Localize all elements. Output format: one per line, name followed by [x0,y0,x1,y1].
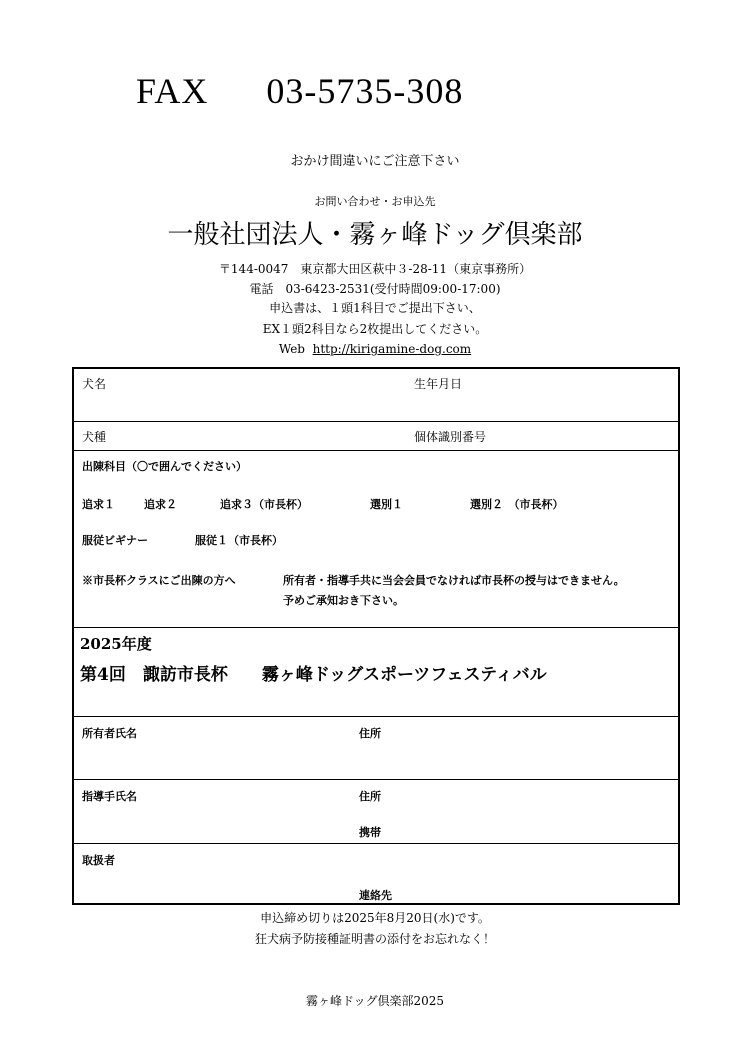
divider [74,716,678,717]
organization-name: 一般社団法人・霧ヶ峰ドッグ倶楽部 [167,220,583,250]
event-title: 第4回 諏訪市長杯 霧ヶ峰ドッグスポーツフェスティバル [80,665,547,685]
event-option[interactable]: 選別２ （市長杯） [470,498,564,511]
mayor-cup-note-line1: 所有者・指導手共に当会会員でなければ市長杯の授与はできません。 [283,574,625,587]
event-option[interactable]: 追求１ [82,498,115,511]
owner-name-label: 所有者氏名 [82,727,137,740]
fax-line [136,70,463,112]
breed-label: 犬種 [82,430,107,444]
handler-name-label: 指導手氏名 [82,790,137,803]
caution-text: おかけ間違いにご注意下さい [290,154,460,169]
agent-label: 取扱者 [82,854,115,867]
birth-date-label: 生年月日 [414,377,463,391]
agent-contact-label: 連絡先 [359,889,392,902]
fax-number: 03-5735-308 [266,71,464,111]
inquiry-label: お問い合わせ・お申込先 [314,195,436,208]
divider [74,843,678,844]
dog-name-label: 犬名 [82,377,107,391]
mayor-cup-note-label: ※市長杯クラスにご出陳の方へ [82,574,236,587]
web-link[interactable]: http://kirigamine-dog.com [312,342,472,356]
application-form [72,367,680,905]
event-option[interactable]: 服従１（市長杯） [195,534,283,547]
divider [74,779,678,780]
id-number-label: 個体識別番号 [414,430,487,444]
submission-note-2: EX１頭2科目なら2枚提出してください。 [262,322,488,336]
divider [74,627,678,628]
footer-copyright: 霧ヶ峰ドッグ倶楽部2025 [305,994,445,1008]
fax-label: FAX [136,71,209,111]
handler-address-label: 住所 [359,790,381,803]
handler-mobile-label: 携帯 [359,826,381,839]
owner-address-label: 住所 [359,727,381,740]
event-year: 2025年度 [80,635,152,653]
events-title: 出陳科目（〇で囲んでください） [82,460,247,473]
divider [74,450,678,451]
event-option[interactable]: 服従ビギナー [82,534,148,547]
submission-note-1: 申込書は、１頭1科目でご提出下さい、 [269,301,481,315]
event-option[interactable]: 追求２ [144,498,177,511]
web-label: Web [278,342,305,356]
divider [74,421,678,422]
deadline-text: 申込締め切りは2025年8月20日(水)です。 [260,911,490,925]
rabies-note: 狂犬病予防接種証明書の添付をお忘れなく！ [254,932,495,946]
web-line [0,342,750,356]
phone-text: 電話 03-6423-2531(受付時間09:00-17:00) [249,282,501,296]
address-text: 〒144-0047 東京都大田区萩中３-28-11（東京事務所） [218,262,532,276]
mayor-cup-note-line2: 予めご承知おき下さい。 [283,594,404,607]
event-option[interactable]: 選別１ [370,498,403,511]
event-option[interactable]: 追求３（市長杯） [220,498,308,511]
